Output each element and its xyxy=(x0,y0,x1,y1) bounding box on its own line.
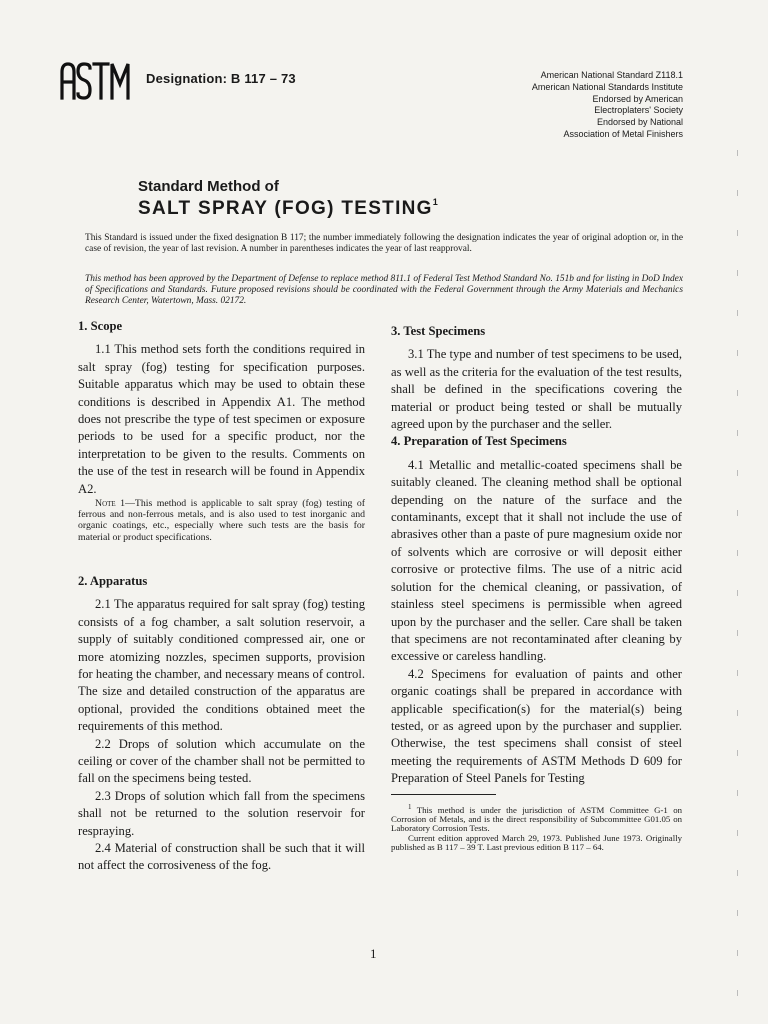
endorsement-line: Electroplaters' Society xyxy=(594,105,683,116)
page-number: 1 xyxy=(370,946,377,961)
endorsements xyxy=(443,70,683,141)
endorsement-line: American National Standards Institute xyxy=(531,81,683,92)
document-title xyxy=(138,197,438,220)
endorsement-line: Endorsed by National xyxy=(596,117,683,128)
right-column xyxy=(391,323,682,853)
paragraph-3-1: 3.1 The type and number of test specimens to be used, as well as the criteria for the evaluation of the test results, shall be defined in the specifications covering the material or product being tested or shall be mutually agreed upon by the purchaser and the seller. xyxy=(391,347,682,432)
footnote-divider xyxy=(391,794,496,795)
note-text: —This method is applicable to salt spray (fog) testing of ferrous and non-ferrous metals, and is also used to test inorganic and organic coatings, etc., especially where such tests are the basis for material or product specifications. xyxy=(78,498,366,543)
paragraph-2-1: 2.1 The apparatus required for salt spray (fog) testing consists of a fog chamber, a salt solution reservoir, a supply of suitably conditioned compressed air, one or more atomizing nozzles, specimen supports, provision for heating the chamber, and necessary means of control. The size and detailed construction of the apparatus are optional, provided the conditions obtained meet the requirements of this method. xyxy=(78,597,365,734)
footnote-text: This method is under the jurisdiction of ASTM Committee G-1 on Corrosion of Metals, and is the direct responsibility of Subcommittee G01.05 on Laboratory Corrosion Tests. xyxy=(391,804,682,834)
paragraph-2-2: 2.2 Drops of solution which accumulate on the ceiling or cover of the chamber shall not be permitted to fall on the specimens being tested. xyxy=(78,736,365,786)
note-label: Note 1 xyxy=(95,498,126,510)
astm-logo xyxy=(58,60,132,102)
page-edge-mark xyxy=(737,150,738,1010)
issue-note: This Standard is issued under the fixed designation B 117; the number immediately following the designation indicates the year of original adoption or, in the case of revision, the year of last revision. A number in parentheses indicates the year of last reapproval. xyxy=(85,233,683,254)
section-heading-specimens: 3. Test Specimens xyxy=(391,324,486,338)
paragraph-2-4: 2.4 Material of construction shall be such that it will not affect the corrosiveness of the fog. xyxy=(78,840,365,873)
left-column xyxy=(78,318,365,875)
paragraph-2-3: 2.3 Drops of solution which fall from the specimens shall not be returned to the solution reservoir for respraying. xyxy=(78,788,365,838)
title-text: SALT SPRAY (FOG) TESTING xyxy=(138,198,433,219)
section-heading-preparation: 4. Preparation of Test Specimens xyxy=(391,434,567,449)
footnote-marker: 1 xyxy=(408,802,412,811)
endorsement-line: American National Standard Z118.1 xyxy=(540,70,683,80)
title-footnote-marker: 1 xyxy=(432,197,438,207)
endorsement-line: Endorsed by American xyxy=(592,93,683,104)
paragraph-4-1: 4.1 Metallic and metallic-coated specimens shall be suitably cleaned. The cleaning method shall be optional depending on the nature of the surface and the contaminants, except that it shall not include the use of abrasives other than a paste of pure magnesium oxide nor of solvents which are corrosive or will deposit either corrosive or protective films. The use of a nitric acid solution for the chemical cleaning, or passivation, of stainless steel specimens is permissible when agreed upon by the purchaser and the seller. Care shall be taken that specimens are not recontaminated after cleaning by excessive or careless handling. xyxy=(391,457,682,664)
designation: Designation: B 117 – 73 xyxy=(146,71,296,86)
approval-note: This method has been approved by the Department of Defense to replace method 811.1 of Federal Test Method Standard No. 151b and for listing in DoD Index of Specifications and Standards. Future proposed revisions should be coordinated with the Federal Government through the Army Materials and Mechanics Research Center, Watertown, Mass. 02172. xyxy=(85,274,683,306)
paragraph-4-2: 4.2 Specimens for evaluation of paints and other organic coatings shall be prepared in accordance with applicable specification(s) for the material(s) being tested, or as agreed upon by the purchaser and supplier. Otherwise, the test specimens shall consist of steel meeting the requirements of ASTM Methods D 609 for Preparation of Steel Panels for Testing xyxy=(391,666,682,786)
section-heading-scope: 1. Scope xyxy=(78,319,123,333)
footnote-1 xyxy=(391,803,682,834)
endorsement-line: Association of Metal Finishers xyxy=(563,128,683,139)
footnote-edition: Current edition approved March 29, 1973. Published June 1973. Originally published as B 117 – 39 T. Last previous edition B 117 – 64. xyxy=(391,832,682,853)
title-prefix: Standard Method of xyxy=(138,178,279,195)
section-heading-apparatus: 2. Apparatus xyxy=(78,573,148,588)
note-1 xyxy=(78,498,365,543)
paragraph-1-1: 1.1 This method sets forth the conditions required in salt spray (fog) testing for specification purposes. Suitable apparatus which may be used to obtain these conditions is described in Appendix A1. The method does not prescribe the type of test specimen or exposure periods to be used for a specific product, nor the interpretation to be given to the results. Comments on the use of the test in research will be found in Appendix A2. xyxy=(78,342,365,496)
